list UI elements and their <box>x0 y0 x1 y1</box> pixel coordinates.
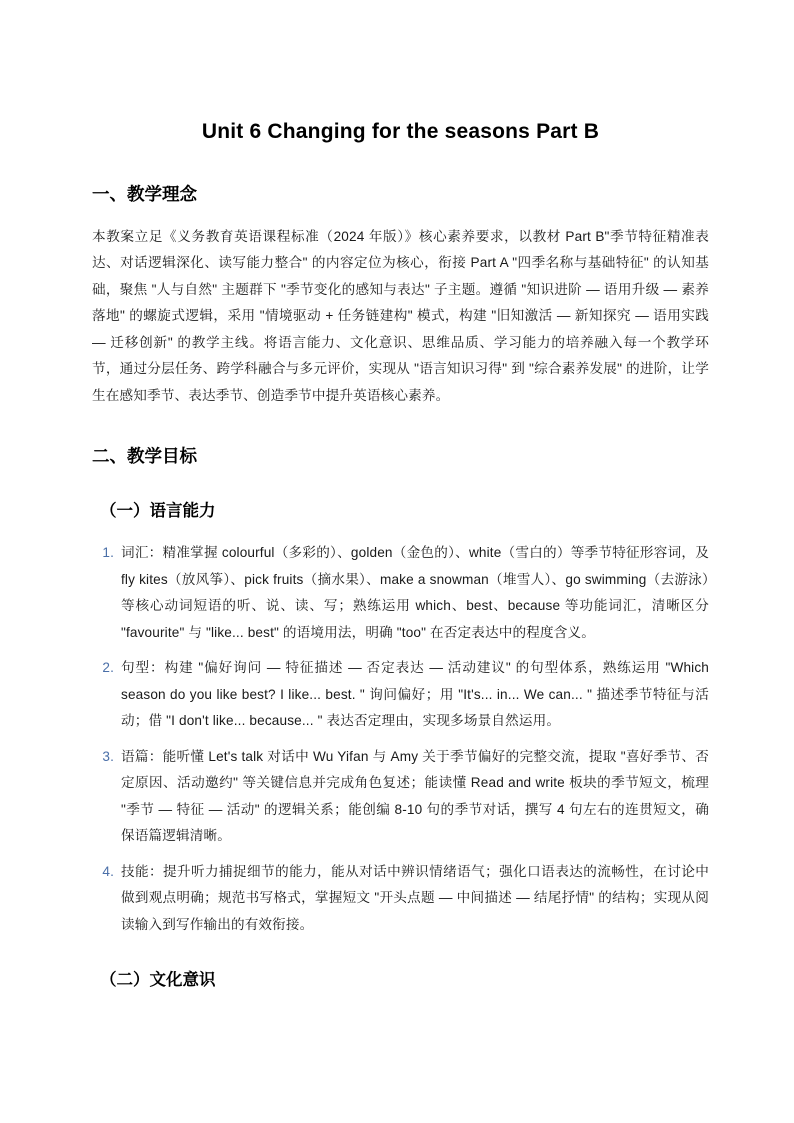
page-title: Unit 6 Changing for the seasons Part B <box>201 120 600 143</box>
list-item <box>118 744 709 850</box>
section-heading-teaching-philosophy: 一、教学理念 <box>92 184 197 205</box>
subsection-heading-cultural-awareness: （二）文化意识 <box>100 971 216 990</box>
list-item <box>118 540 709 646</box>
list-item-label: 3. 语篇：能听懂 Let's talk 对话中 Wu Yifan 与 Amy 关于季节偏好的完整交流，提取 "喜好季节、否定原因、活动邀约" 等关键信息并完成角色复述；能读懂 Read and write 板块的季节短文，梳理 "季节 — 特征 — 活动" 的逻辑关系；能创编 8-10 句的季节对话，撰写 4 句左右的连贯短文，确保语篇逻辑清晰。 <box>121 748 709 844</box>
list-item <box>118 655 709 735</box>
section-heading-teaching-objectives: 二、教学目标 <box>92 446 197 467</box>
list-item-label: 4. 技能：提升听力捕捉细节的能力，能从对话中辨识情绪语气；强化口语表达的流畅性，在讨论中做到观点明确；规范书写格式，掌握短文 "开头点题 — 中间描述 — 结尾抒情" 的结构；实现从阅读输入到写作输出的有效衔接。 <box>121 863 709 932</box>
list-item-label: 1. 词汇：精准掌握 colourful（多彩的）、golden（金色的）、white（雪白的）等季节特征形容词，及 fly kites（放风筝）、pick fruits（摘水果）、make a snowman（堆雪人）、go swimming（去游泳）等核心动词短语的听、说、读、写；熟练运用 which、best、because 等功能词汇，清晰区分 "favourite" 与 "like... best" 的语境用法，明确 "too" 在否定表达中的程度含义。 <box>121 545 709 640</box>
list-item-label: 2. 句型：构建 "偏好询问 — 特征描述 — 否定表达 — 活动建议" 的句型体系，熟练运用 "Which season do you like best? I like... best. " 询问偏好；用 "It's... in... We can... " 描述季节特征与活动；借 "I don't like... because... " 表达否定理由，实现多场景自然运用。 <box>121 660 709 729</box>
language-ability-list <box>92 540 709 938</box>
subsection-heading-language-ability: （一）语言能力 <box>100 502 216 521</box>
teaching-philosophy-paragraph: 本教案立足《义务教育英语课程标准（2024 年版）》核心素养要求，以教材 Part B"季节特征精准表达、对话逻辑深化、读写能力整合" 的内容定位为核心，衔接 Part A "四季名称与基础特征" 的认知基础，聚焦 "人与自然" 主题群下 "季节变化的感知与表达" 子主题。遵循 "知识进阶 — 语用升级 — 素养落地" 的螺旋式逻辑，采用 "情境驱动 + 任务链建构" 模式，构建 "旧知激活 — 新知探究 — 语用实践 — 迁移创新" 的教学主线。将语言能力、文化意识、思维品质、学习能力的培养融入每一个教学环节，通过分层任务、跨学科融合与多元评价，实现从 "语言知识习得" 到 "综合素养发展" 的进阶，让学生在感知季节、表达季节、创造季节中提升英语核心素养。 <box>92 228 709 403</box>
list-item <box>118 859 709 939</box>
